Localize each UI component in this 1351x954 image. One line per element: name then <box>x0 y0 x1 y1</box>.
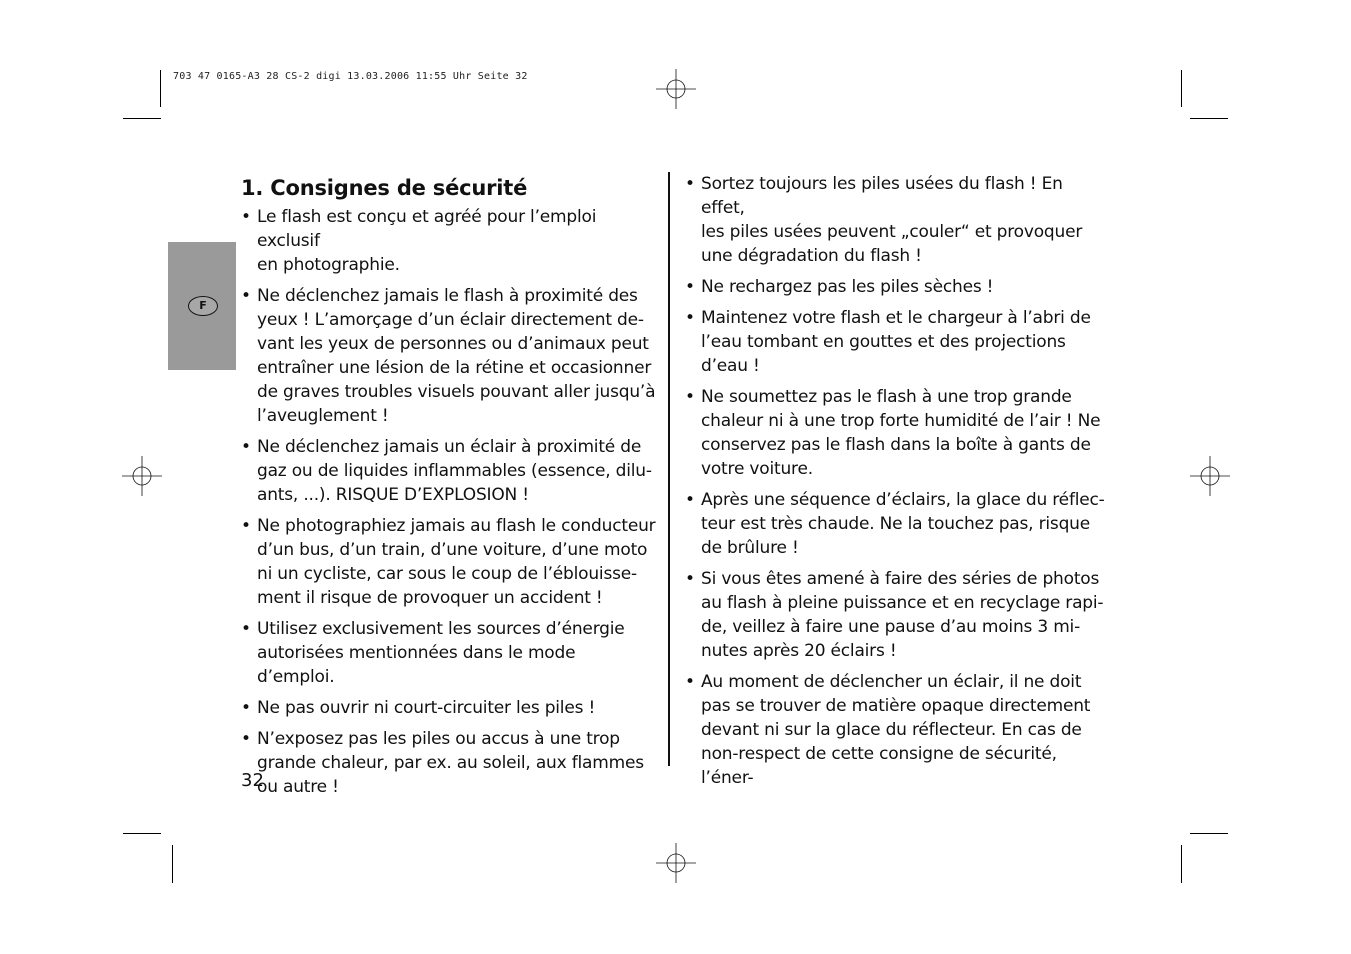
list-item-text: Ne déclenchez jamais le flash à proximité des yeux ! L’amorçage d’un éclair directement de- vant les yeux de personnes ou d’animaux peut entraîner une lésion de la rétine et occasionner de graves troubles visuels pouvant aller jusqu’à l’aveuglement ! <box>257 286 656 426</box>
list-item-text: Ne soumettez pas le flash à une trop grande chaleur ni à une trop forte humidité de l’air ! Ne conservez pas le flash dans la boîte à gants de votre voiture. <box>701 387 1101 479</box>
left-column <box>241 173 656 806</box>
registration-mark-icon <box>656 843 696 883</box>
crop-mark <box>123 118 161 119</box>
crop-mark <box>172 845 173 883</box>
list-item: • Si vous êtes amené à faire des séries de photos au flash à pleine puissance et en recyclage rapi- de, veillez à faire une pause d’au moins 3 mi- nutes après 20 éclairs ! <box>685 569 1104 661</box>
section-title: 1. Consignes de sécurité <box>241 176 528 200</box>
crop-mark <box>1190 833 1228 834</box>
crop-mark <box>1181 845 1182 883</box>
page-number: 32 <box>241 770 264 791</box>
safety-list-right <box>685 172 1105 790</box>
list-item-text: N’exposez pas les piles ou accus à une trop grande chaleur, par ex. au soleil, aux flammes ou autre ! <box>257 729 644 797</box>
crop-mark <box>1181 70 1182 107</box>
list-item: • Après une séquence d’éclairs, la glace du réflec- teur est très chaude. Ne la touchez pas, risque de brûlure ! <box>685 490 1105 558</box>
list-item: • Ne déclenchez jamais le flash à proximité des yeux ! L’amorçage d’un éclair directement de- vant les yeux de personnes ou d’animaux peut entraîner une lésion de la rétine et occasionner de graves troubles visuels pouvant aller jusqu’à l’aveuglement ! <box>241 286 656 426</box>
list-item-text: Si vous êtes amené à faire des séries de photos au flash à pleine puissance et en recyclage rapi- de, veillez à faire une pause d’au moins 3 mi- nutes après 20 éclairs ! <box>701 569 1104 661</box>
registration-mark-icon <box>656 69 696 109</box>
list-item-text: Ne rechargez pas les piles sèches ! <box>701 277 994 297</box>
crop-mark <box>1190 118 1228 119</box>
column-divider <box>668 172 670 766</box>
list-item: • Utilisez exclusivement les sources d’énergie autorisées mentionnées dans le mode d’emploi. <box>241 619 625 687</box>
list-item-text: Utilisez exclusivement les sources d’énergie autorisées mentionnées dans le mode d’emploi. <box>257 619 625 687</box>
list-item-text: Le flash est conçu et agréé pour l’emploi exclusif en photographie. <box>257 207 597 275</box>
list-item: • N’exposez pas les piles ou accus à une trop grande chaleur, par ex. au soleil, aux flammes ou autre ! <box>241 729 644 797</box>
list-item: • Ne déclenchez jamais un éclair à proximité de gaz ou de liquides inflammables (essence, dilu- ants, ...). RISQUE D’EXPLOSION ! <box>241 437 652 505</box>
list-item-text: Ne photographiez jamais au flash le conducteur d’un bus, d’un train, d’une voiture, d’une moto ni un cycliste, car sous le coup de l’éblouisse- ment il risque de provoquer un accident ! <box>257 516 656 608</box>
safety-list-left <box>241 205 656 799</box>
list-item-text: Sortez toujours les piles usées du flash ! En effet, les piles usées peuvent „couler“ et provoquer une dégradation du flash ! <box>701 174 1083 266</box>
language-tab <box>168 242 236 370</box>
list-item-text: Ne pas ouvrir ni court-circuiter les piles ! <box>257 698 596 718</box>
list-item: • Ne pas ouvrir ni court-circuiter les piles ! <box>241 698 596 718</box>
list-item-text: Ne déclenchez jamais un éclair à proximité de gaz ou de liquides inflammables (essence, dilu- ants, ...). RISQUE D’EXPLOSION ! <box>257 437 652 505</box>
list-item: • Le flash est conçu et agréé pour l’emploi exclusif en photographie. <box>241 207 597 275</box>
list-item-text: Maintenez votre flash et le chargeur à l’abri de l’eau tombant en gouttes et des projections d’eau ! <box>701 308 1091 376</box>
registration-mark-icon <box>122 456 162 496</box>
list-item: • Sortez toujours les piles usées du flash ! En effet, les piles usées peuvent „couler“ et provoquer une dégradation du flash ! <box>685 174 1083 266</box>
crop-mark <box>160 70 161 107</box>
language-badge: F <box>188 296 218 316</box>
list-item: • Ne soumettez pas le flash à une trop grande chaleur ni à une trop forte humidité de l’air ! Ne conservez pas le flash dans la boîte à gants de votre voiture. <box>685 387 1101 479</box>
crop-mark <box>123 833 161 834</box>
right-column <box>685 172 1105 797</box>
registration-mark-icon <box>1190 456 1230 496</box>
list-item: • Ne photographiez jamais au flash le conducteur d’un bus, d’un train, d’une voiture, d’une moto ni un cycliste, car sous le coup de l’éblouisse- ment il risque de provoquer un accident ! <box>241 516 656 608</box>
print-slug: 703 47 0165-A3 28 CS-2 digi 13.03.2006 11:55 Uhr Seite 32 <box>173 71 528 82</box>
list-item: • Maintenez votre flash et le chargeur à l’abri de l’eau tombant en gouttes et des projections d’eau ! <box>685 308 1091 376</box>
list-item: • Ne rechargez pas les piles sèches ! <box>685 277 994 297</box>
list-item-text: Au moment de déclencher un éclair, il ne doit pas se trouver de matière opaque directement devant ni sur la glace du réflecteur. En cas de non-respect de cette consigne de sécurité, l’éner- <box>701 672 1091 788</box>
list-item: • Au moment de déclencher un éclair, il ne doit pas se trouver de matière opaque directement devant ni sur la glace du réflecteur. En cas de non-respect de cette consigne de sécurité, l’éner- <box>685 672 1091 788</box>
list-item-text: Après une séquence d’éclairs, la glace du réflec- teur est très chaude. Ne la touchez pas, risque de brûlure ! <box>701 490 1105 558</box>
